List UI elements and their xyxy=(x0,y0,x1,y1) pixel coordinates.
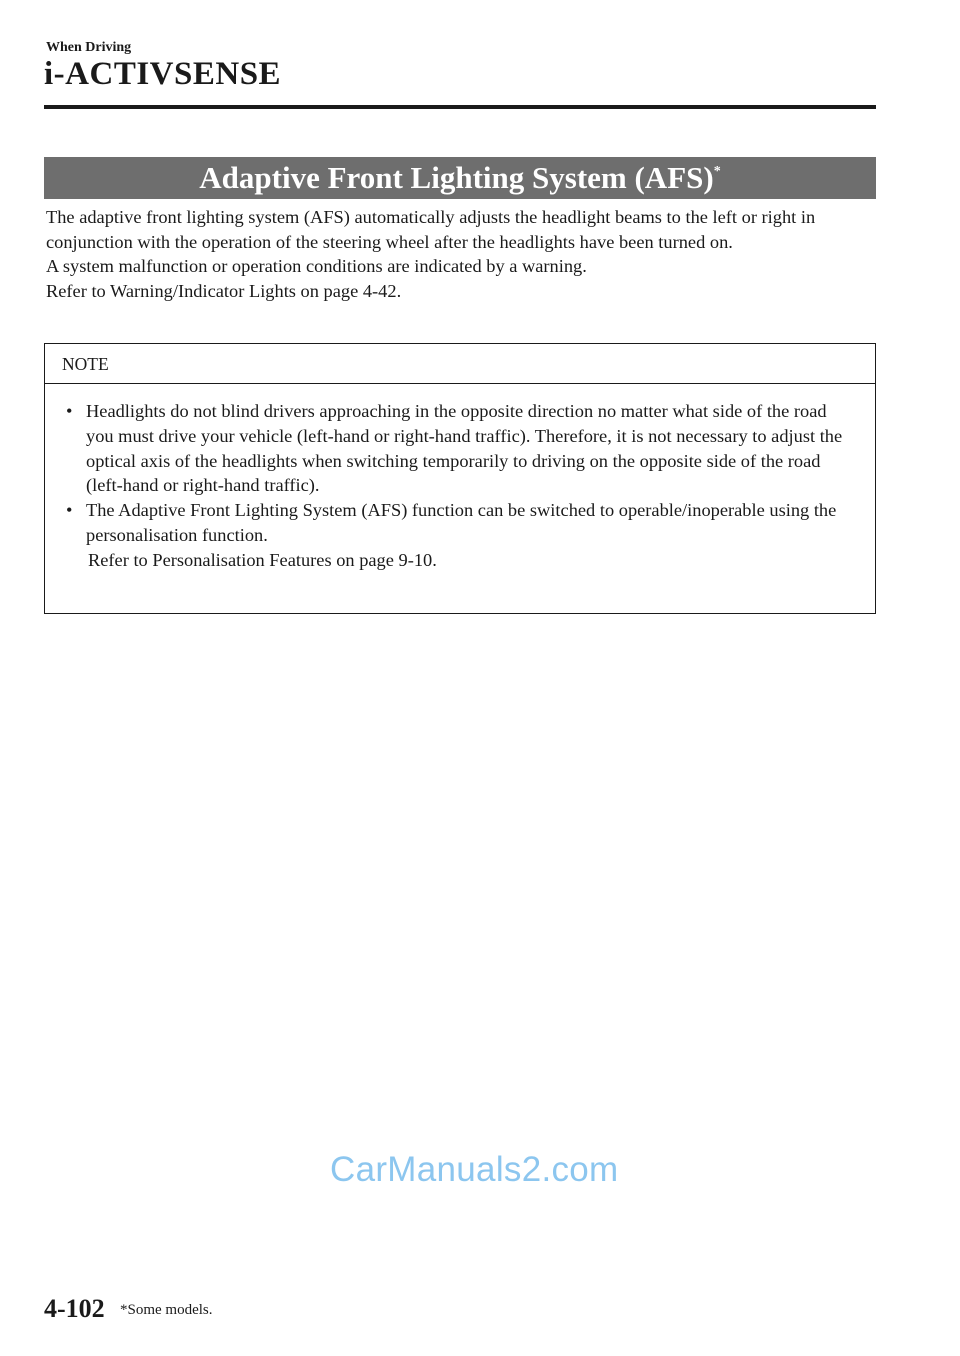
bullet-icon: • xyxy=(66,401,73,421)
note-item xyxy=(64,498,855,572)
bullet-icon: • xyxy=(66,500,73,521)
chapter-title: i-ACTIVSENSE xyxy=(44,56,282,92)
some-models-marker: * xyxy=(713,164,721,179)
intro-reference-line: Refer to Warning/Indicator Lights on page 4-42. xyxy=(46,280,402,301)
section-title-bar xyxy=(44,157,876,199)
page-number: 4-102 xyxy=(44,1294,105,1323)
header-divider xyxy=(44,105,876,109)
note-item-text: The Adaptive Front Lighting System (AFS) function can be switched to operable/inoperable using the personalisation function. xyxy=(86,500,837,545)
section-title: Adaptive Front Lighting System (AFS) xyxy=(199,160,714,195)
note-list xyxy=(45,384,875,573)
intro-malfunction-line: A system malfunction or operation conditions are indicated by a warning. xyxy=(46,256,587,276)
watermark: CarManuals2.com xyxy=(330,1150,619,1189)
footnote: *Some models. xyxy=(120,1302,213,1318)
note-box xyxy=(44,343,876,614)
intro-paragraph: The adaptive front lighting system (AFS) automatically adjusts the headlight beams to the left or right in conjunction with the operation of the steering wheel after the headlights have been turned on. xyxy=(46,207,816,252)
note-heading: NOTE xyxy=(45,344,875,384)
intro-text xyxy=(46,205,886,303)
section-label: When Driving xyxy=(46,40,132,55)
note-item-reference: Refer to Personalisation Features on page 9-10. xyxy=(88,549,437,570)
note-item-text: Headlights do not blind drivers approaching in the opposite direction no matter what side of the road you must drive your vehicle (left-hand or right-hand traffic). Therefore, it is not necessary to adjust the optical axis of the headlights when switching temporarily to driving on the opposite side of the road (left-hand or right-hand traffic). xyxy=(86,401,843,496)
note-item xyxy=(64,399,855,498)
